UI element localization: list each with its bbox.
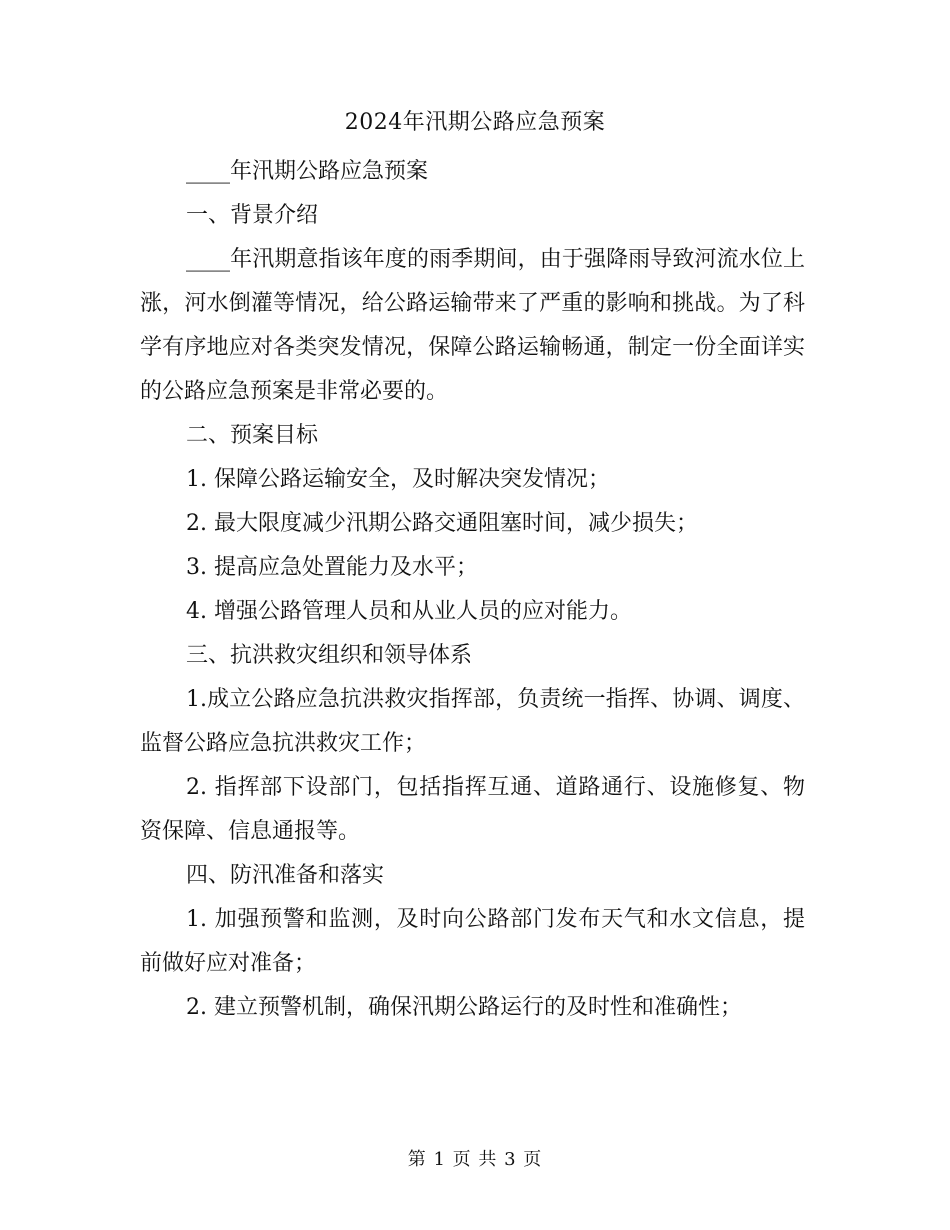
paragraph: ____年汛期公路应急预案 — [186, 159, 429, 184]
list-item: 2. 指挥部下设部门，包括指挥互通、道路通行、设施修复、物资保障、信息通报等。 — [140, 775, 805, 844]
document-title: 2024年汛期公路应急预案 — [344, 110, 606, 135]
document-body — [140, 150, 805, 1030]
section-heading: 二、预案目标 — [186, 423, 319, 448]
list-item: 1. 加强预警和监测，及时向公路部门发布天气和水文信息，提前做好应对准备； — [140, 907, 805, 976]
section-heading: 四、防汛准备和落实 — [186, 863, 385, 888]
list-item: 1.成立公路应急抗洪救灾指挥部，负责统一指挥、协调、调度、监督公路应急抗洪救灾工作； — [140, 687, 805, 756]
list-item: 3. 提高应急处置能力及水平； — [186, 555, 478, 580]
list-item: 2. 建立预警机制，确保汛期公路运行的及时性和准确性； — [186, 995, 742, 1020]
list-item: 1. 保障公路运输安全，及时解决突发情况； — [186, 467, 610, 492]
list-item: 2. 最大限度减少汛期公路交通阻塞时间，减少损失； — [186, 511, 698, 536]
section-heading: 三、抗洪救灾组织和领导体系 — [186, 643, 473, 668]
paragraph: ____年汛期意指该年度的雨季期间，由于强降雨导致河流水位上涨，河水倒灌等情况，给公路运输带来了严重的影响和挑战。为了科学有序地应对各类突发情况，保障公路运输畅通，制定一份全面详实的公路应急预案是非常必要的。 — [140, 247, 805, 404]
list-item: 4. 增强公路管理人员和从业人员的应对能力。 — [186, 599, 632, 624]
section-heading: 一、背景介绍 — [186, 203, 319, 228]
page-number: 第 1 页 共 3 页 — [407, 1149, 543, 1170]
